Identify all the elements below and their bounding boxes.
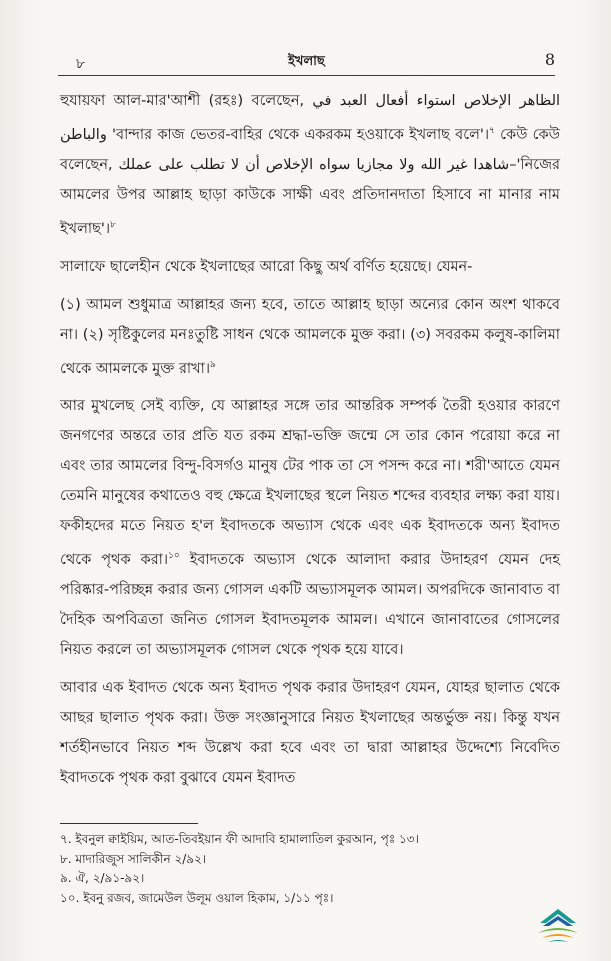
arabic-quote: شاهدا غير الله ولا مجازيا سواه bbox=[319, 156, 510, 173]
body-paragraph bbox=[60, 86, 560, 244]
body-paragraph bbox=[60, 673, 560, 793]
header-rule bbox=[58, 75, 555, 76]
text-segment: আর মুখলেছ সেই ব্যক্তি, যে আল্লাহর সঙ্গে তার আন্তরিক সম্পর্ক তৈরী হওয়ার কারণে জনগণের অন্তরে তার প্রতি যত রকম শ্রদ্ধা-ভক্তি জন্মে সে তার কোন পরোয়া করে না এবং তার আমলের বিন্দু-বিসর্গও মানুষ টের পাক তা সে পসন্দ করে না। শরী'আতে যেমন তেমনি মানুষের কথাতেও বহু ক্ষেত্রে ইখলাছের স্থলে নিয়ত শব্দের ব্যবহার লক্ষ্য করা যায়। ফকীহদের মতে নিয়ত হ'ল ইবাদতকে অভ্যাস থেকে এবং এক ইবাদতকে অন্য ইবাদত থেকে পৃথক করা। bbox=[60, 398, 560, 569]
arabic-quote: الإخلاص استواء أفعال العبد في bbox=[312, 93, 512, 109]
footnote-reference: ৮ bbox=[110, 219, 116, 230]
text-segment bbox=[511, 93, 519, 109]
text-segment: 'বান্দার কাজ ভেতর-বাহির থেকে একরকম হওয়াকে ইখলাছ বলে'। bbox=[106, 126, 490, 143]
body-paragraph bbox=[60, 252, 560, 282]
footnote-separator bbox=[60, 823, 198, 824]
page-number: 8 bbox=[544, 50, 555, 69]
footnote-reference: ৭ bbox=[489, 126, 495, 136]
text-segment: সালাফে ছালেহীন থেকে ইখলাছের আরো কিছু অর্থ বর্ণিত হয়েছে। যেমন- bbox=[60, 258, 473, 275]
text-segment: আবার এক ইবাদত থেকে অন্য ইবাদত পৃথক করার উদাহরণ যেমন, যোহর ছালাত থেকে আছর ছালাত পৃথক করা। উক্ত সংজ্ঞানুসারে নিয়ত ইখলাছের অন্তর্ভুক্ত নয়। কিন্তু যখন শর্তহীনভাবে নিয়ত শব্দ উল্লেখ করা হবে এবং তা দ্বারা আল্লাহর উদ্দেশ্যে নিবেদিত ইবাদতকে পৃথক করা বুঝাবে যেমন ইবাদত bbox=[60, 680, 560, 787]
text-segment: –'নিজের আমলের উপর আল্লাহ ছাড়া কাউকে সাক্ষী এবং প্রতিদানদাতা হিসাবে না মানার নাম ইখলাছ'। bbox=[60, 156, 561, 237]
footnotes bbox=[60, 830, 560, 908]
text-segment: কেউ কেউ বলেছেন, bbox=[60, 126, 560, 173]
footnote: ৮. মাদারিজুস সালিকীন ২/৯২। bbox=[60, 851, 207, 866]
page-header bbox=[58, 50, 555, 76]
publisher-logo-icon bbox=[534, 905, 582, 945]
body-paragraph bbox=[60, 391, 560, 665]
arabic-quote: الإخلاص أن لا تطلب على عملك bbox=[118, 156, 314, 173]
footnote-reference: ১০ bbox=[168, 551, 180, 562]
text-segment: ইবাদতকে অভ্যাস থেকে আলাদা করার উদাহরণ যেমন দেহ পরিষ্কার-পরিচ্ছন্ন করার জন্য গোসল একটি অভ্যাসমূলক আমল। অপরদিকে জানাবাত বা দৈহিক অপবিত্রতা জনিত গোসল ইবাদতমূলক আমল। এখানে জানাবাতের গোসলের নিয়ত করলে তা অভ্যাসমূলক গোসল থেকে পৃথক হয়ে যাবে। bbox=[60, 552, 560, 659]
body-paragraph bbox=[60, 290, 560, 384]
footnote: ১০. ইবনু রজব, জামেউল উলূম ওয়াল হিকাম, ১/১১ পৃঃ। bbox=[60, 890, 334, 905]
arabic-quote: الظاهر والباطن bbox=[60, 93, 561, 143]
text-segment: (১) আমল শুধুমাত্র আল্লাহর জন্য হবে, তাতে আল্লাহ ছাড়া অন্যের কোন অংশ থাকবে না। (২) সৃষ্টিকুলের মনঃতুষ্টি সাধন থেকে আমলকে মুক্ত করা। (৩) সবরকম কলুষ-কালিমা থেকে আমলকে মুক্ত রাখা। bbox=[60, 296, 560, 377]
text-segment: হুযায়ফা আল-মার'আশী (রহঃ) বলেছেন, bbox=[60, 93, 313, 109]
footnote: ৯. ঐ, ২/৯১-৯২। bbox=[60, 871, 145, 885]
body-text bbox=[60, 86, 560, 801]
footnote: ৭. ইবনুল ক্বাইয়িম, আত-তিবইয়ান ফী আদাবি হামালাতিল কুরআন, পৃঃ ১৩। bbox=[60, 832, 419, 846]
running-title: ইখলাছ bbox=[288, 54, 325, 69]
page-number-bengali: ৮ bbox=[76, 56, 86, 72]
footnote-reference: ৯ bbox=[210, 359, 216, 370]
